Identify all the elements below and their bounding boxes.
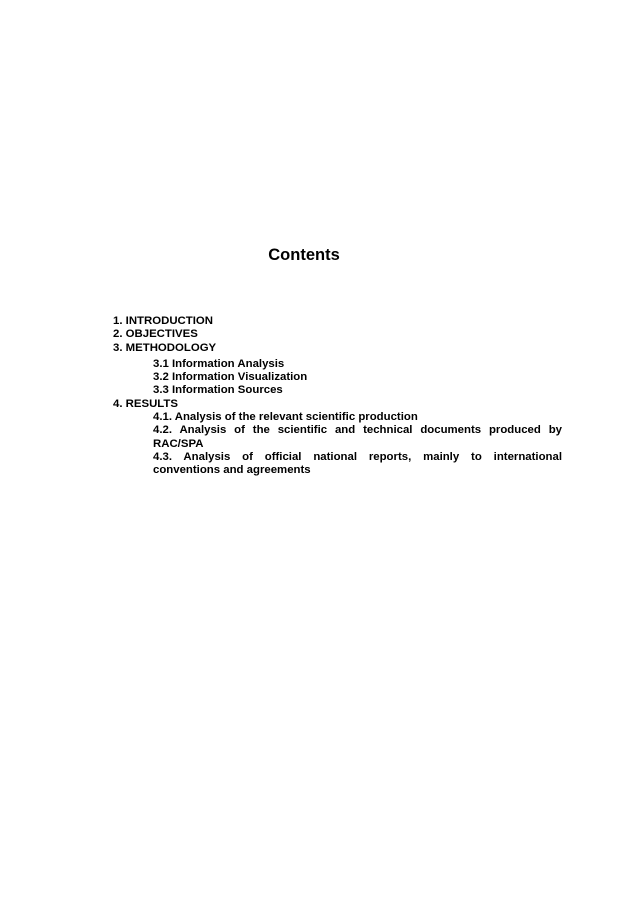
toc-entry-results[interactable]: 4. RESULTS <box>113 397 178 410</box>
toc-entry-methodology[interactable]: 3. METHODOLOGY <box>113 341 217 354</box>
toc-entry-national-reports[interactable]: 4.3. Analysis of official national reports, mainly to international conventions and agreements <box>153 450 562 477</box>
toc-entry-objectives[interactable]: 2. OBJECTIVES <box>113 328 198 341</box>
table-of-contents <box>113 315 562 478</box>
toc-entry-information-analysis[interactable]: 3.1 Information Analysis <box>153 357 285 370</box>
toc-entry-technical-documents[interactable]: 4.2. Analysis of the scientific and technical documents produced by RAC/SPA <box>153 424 562 450</box>
toc-entry-scientific-production[interactable]: 4.1. Analysis of the relevant scientific production <box>153 411 418 424</box>
toc-entry-information-visualization[interactable]: 3.2 Information Visualization <box>153 371 308 384</box>
toc-entry-introduction[interactable]: 1. INTRODUCTION <box>113 315 213 327</box>
contents-heading: Contents <box>268 246 340 264</box>
toc-entry-information-sources[interactable]: 3.3 Information Sources <box>153 384 283 397</box>
